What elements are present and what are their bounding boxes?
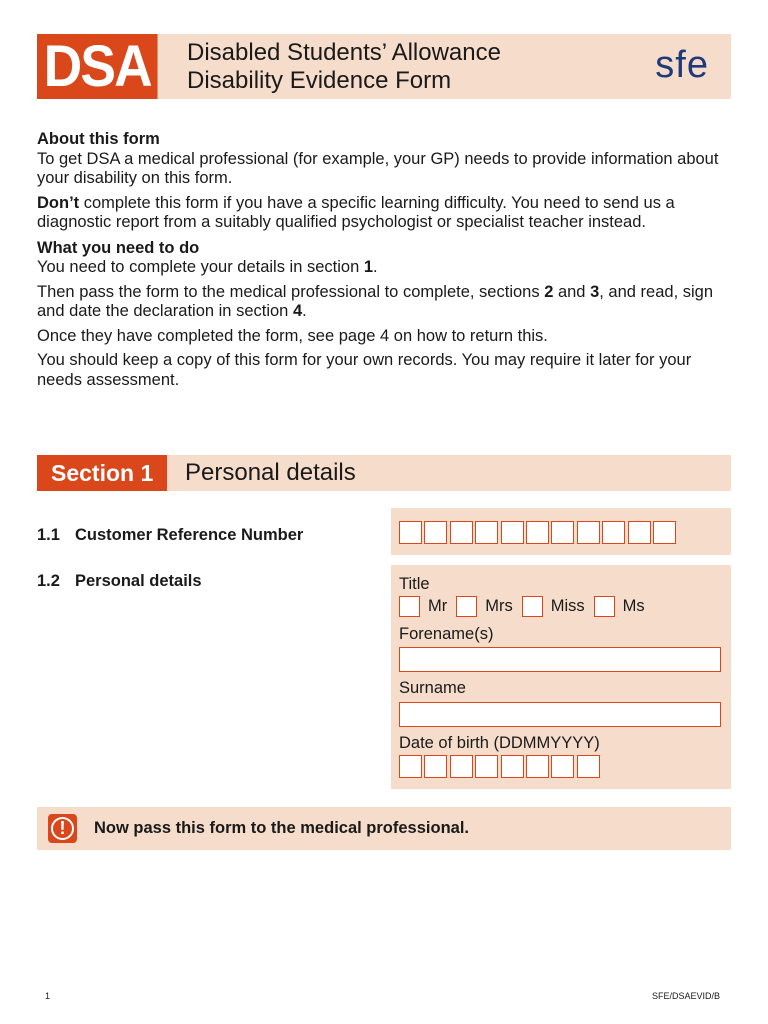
dob-digit-box[interactable]	[424, 755, 447, 778]
title-ms-checkbox[interactable]	[594, 596, 615, 617]
section-tab: Section 1	[37, 455, 167, 491]
todo-paragraph-2: Then pass the form to the medical professional to complete, sections 2 and 3, and read, sign and date the declaration in section 4.	[37, 282, 714, 320]
dob-digit-box[interactable]	[526, 755, 549, 778]
crn-digit-box[interactable]	[501, 521, 524, 544]
title-miss-checkbox[interactable]	[522, 596, 543, 617]
dob-digit-box[interactable]	[501, 755, 524, 778]
todo-heading: What you need to do	[37, 238, 200, 257]
dob-label: Date of birth (DDMMYYYY)	[399, 734, 600, 752]
dob-input	[399, 755, 602, 778]
form-header	[37, 34, 731, 99]
surname-label: Surname	[399, 679, 466, 697]
todo-paragraph-4: You should keep a copy of this form for your own records. You may require it later for your needs assessment.	[37, 351, 692, 389]
dont-emphasis: Don’t	[37, 193, 80, 212]
dob-digit-box[interactable]	[551, 755, 574, 778]
todo-paragraph-3: Once they have completed the form, see page 4 on how to return this.	[37, 326, 548, 345]
about-paragraph-2: Don’t complete this form if you have a specific learning difficulty. You need to send us a diagnostic report from a suitably qualified psychologist or specialist teacher instead.	[37, 193, 675, 231]
dsa-badge: DSA	[37, 34, 158, 99]
surname-input[interactable]	[399, 702, 721, 727]
question-1-2-label: 1.2 Personal details	[37, 572, 202, 590]
section-title: Personal details	[185, 459, 356, 486]
title-mr-label: Mr	[428, 597, 448, 615]
form-title-line2: Disability Evidence Form	[187, 67, 452, 94]
personal-details-panel	[391, 565, 731, 789]
crn-digit-box[interactable]	[399, 521, 422, 544]
form-title-line1: Disabled Students’ Allowance	[187, 39, 501, 66]
crn-digit-box[interactable]	[526, 521, 549, 544]
dob-digit-box[interactable]	[450, 755, 473, 778]
about-heading: About this form	[37, 130, 160, 148]
page-number: 1	[45, 991, 51, 1001]
title-mrs-checkbox[interactable]	[456, 596, 477, 617]
crn-digit-box[interactable]	[475, 521, 498, 544]
form-title	[187, 39, 501, 95]
crn-digit-box[interactable]	[602, 521, 625, 544]
title-options	[399, 596, 654, 617]
intro-content	[37, 130, 737, 395]
about-paragraph-1: To get DSA a medical professional (for example, your GP) needs to provide information about your disability on this form.	[37, 149, 719, 187]
crn-digit-box[interactable]	[577, 521, 600, 544]
dob-digit-box[interactable]	[475, 755, 498, 778]
title-miss-label: Miss	[550, 597, 585, 615]
crn-digit-box[interactable]	[653, 521, 676, 544]
crn-input	[399, 521, 678, 544]
notice-text: Now pass this form to the medical professional.	[94, 819, 469, 837]
section-header	[37, 455, 731, 491]
dob-digit-box[interactable]	[399, 755, 422, 778]
crn-digit-box[interactable]	[450, 521, 473, 544]
todo-paragraph-1: You need to complete your details in section 1.	[37, 258, 378, 276]
crn-digit-box[interactable]	[551, 521, 574, 544]
crn-digit-box[interactable]	[628, 521, 651, 544]
dob-digit-box[interactable]	[577, 755, 600, 778]
title-ms-label: Ms	[622, 597, 645, 615]
forename-label: Forename(s)	[399, 625, 494, 643]
crn-digit-box[interactable]	[424, 521, 447, 544]
title-mr-checkbox[interactable]	[399, 596, 420, 617]
title-mrs-label: Mrs	[485, 597, 513, 615]
title-label: Title	[399, 575, 430, 593]
sfe-logo: sfe	[655, 44, 709, 86]
form-code: SFE/DSAEVID/B	[651, 991, 720, 1001]
notice-banner	[37, 807, 731, 850]
exclamation-icon: !	[48, 814, 77, 843]
crn-panel	[391, 508, 731, 555]
question-1-1-label: 1.1 Customer Reference Number	[37, 526, 304, 544]
forename-input[interactable]	[399, 647, 721, 672]
